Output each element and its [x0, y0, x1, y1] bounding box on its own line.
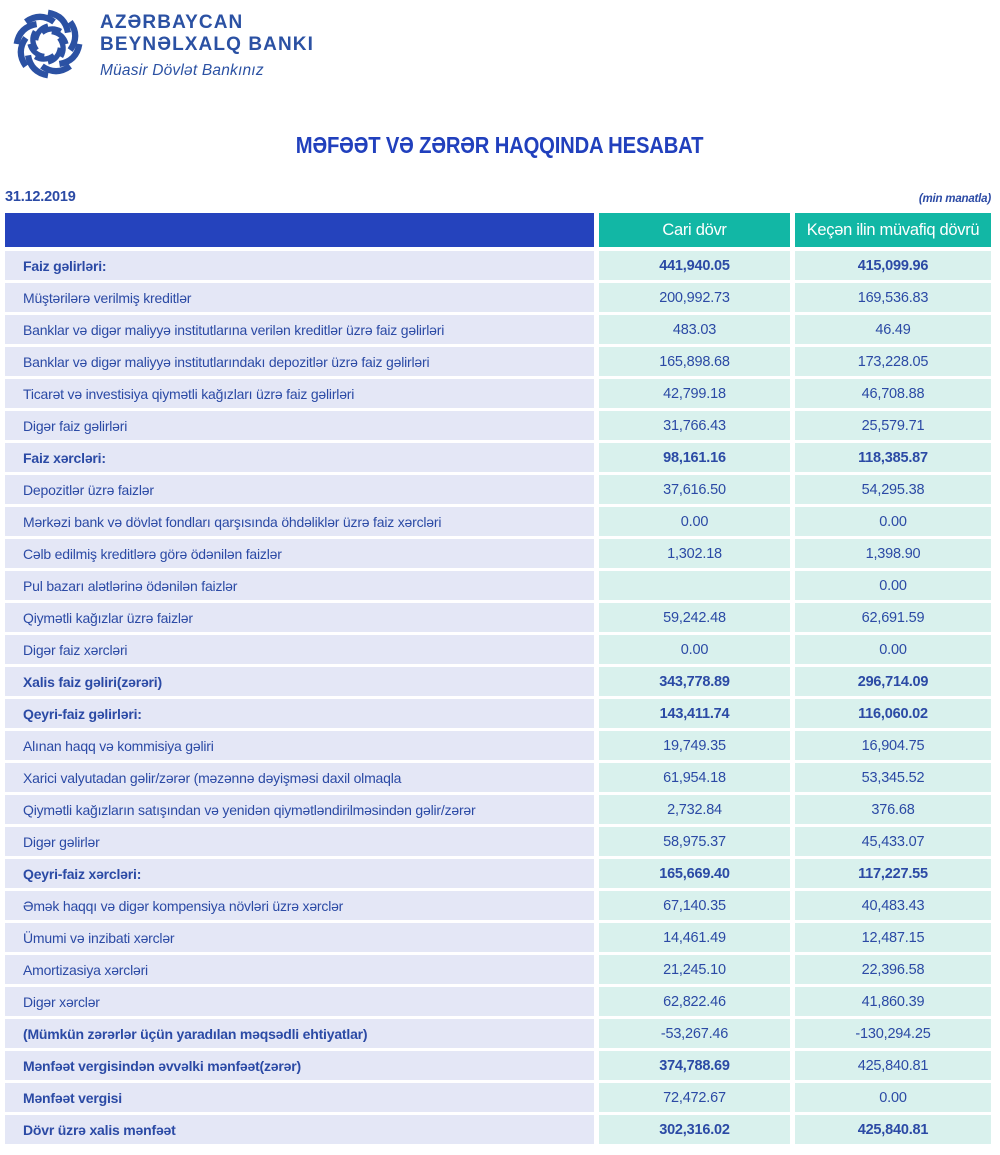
row-previous-value: 376.68	[795, 795, 991, 824]
report-date: 31.12.2019	[5, 189, 76, 205]
row-current-value: 343,778.89	[599, 667, 790, 696]
bank-logo-icon	[10, 6, 86, 82]
row-label: Mənfəət vergisindən əvvəlki mənfəət(zərər)	[5, 1051, 594, 1080]
table-row	[5, 1083, 991, 1112]
page-title: MƏFƏƏT VƏ ZƏRƏR HAQQINDA HESABAT	[296, 132, 704, 158]
row-current-value: 143,411.74	[599, 699, 790, 728]
table-row	[5, 699, 991, 728]
row-previous-value: 41,860.39	[795, 987, 991, 1016]
row-current-value: 1,302.18	[599, 539, 790, 568]
brand-header	[0, 0, 1000, 96]
row-label: Digər gəlirlər	[5, 827, 594, 856]
row-current-value: 61,954.18	[599, 763, 790, 792]
table-row	[5, 763, 991, 792]
row-previous-value: 118,385.87	[795, 443, 991, 472]
row-current-value: 0.00	[599, 507, 790, 536]
row-current-value: 14,461.49	[599, 923, 790, 952]
row-previous-value: 62,691.59	[795, 603, 991, 632]
row-label: Mənfəət vergisi	[5, 1083, 594, 1112]
row-label: Qiymətli kağızlar üzrə faizlər	[5, 603, 594, 632]
bank-name-line1: AZƏRBAYCAN	[100, 12, 244, 33]
row-label: Digər xərclər	[5, 987, 594, 1016]
row-previous-value: 0.00	[795, 1083, 991, 1112]
table-row	[5, 443, 991, 472]
row-current-value: 200,992.73	[599, 283, 790, 312]
row-previous-value: 0.00	[795, 635, 991, 664]
row-previous-value: 45,433.07	[795, 827, 991, 856]
row-previous-value: 12,487.15	[795, 923, 991, 952]
row-previous-value: 1,398.90	[795, 539, 991, 568]
row-current-value: 21,245.10	[599, 955, 790, 984]
table-row	[5, 667, 991, 696]
row-previous-value: 173,228.05	[795, 347, 991, 376]
row-previous-value: 0.00	[795, 571, 991, 600]
row-label: Dövr üzrə xalis mənfəət	[5, 1115, 594, 1144]
table-row	[5, 507, 991, 536]
row-current-value: 2,732.84	[599, 795, 790, 824]
row-previous-value: 425,840.81	[795, 1115, 991, 1144]
table-row	[5, 731, 991, 760]
row-label: Xalis faiz gəliri(zərəri)	[5, 667, 594, 696]
row-previous-value: 25,579.71	[795, 411, 991, 440]
table-row	[5, 379, 991, 408]
table-row	[5, 987, 991, 1016]
row-label: Banklar və digər maliyyə institutlarındakı depozitlər üzrə faiz gəlirləri	[5, 347, 594, 376]
row-current-value: 19,749.35	[599, 731, 790, 760]
row-previous-value: 116,060.02	[795, 699, 991, 728]
row-label: Amortizasiya xərcləri	[5, 955, 594, 984]
row-label: Əmək haqqı və digər kompensiya növləri üzrə xərclər	[5, 891, 594, 920]
row-previous-value: 46,708.88	[795, 379, 991, 408]
row-label: Banklar və digər maliyyə institutlarına verilən kreditlər üzrə faiz gəlirləri	[5, 315, 594, 344]
row-current-value: 0.00	[599, 635, 790, 664]
row-label: Depozitlər üzrə faizlər	[5, 475, 594, 504]
row-current-value: 59,242.48	[599, 603, 790, 632]
table-row	[5, 1115, 991, 1144]
row-current-value: 302,316.02	[599, 1115, 790, 1144]
row-label: Alınan haqq və kommisiya gəliri	[5, 731, 594, 760]
profit-loss-table	[5, 213, 991, 1144]
table-row	[5, 1019, 991, 1048]
row-label: Xarici valyutadan gəlir/zərər (məzənnə dəyişməsi daxil olmaqla	[5, 763, 594, 792]
row-current-value: 441,940.05	[599, 251, 790, 280]
row-current-value: 62,822.46	[599, 987, 790, 1016]
table-header-row	[5, 213, 991, 247]
table-row	[5, 315, 991, 344]
row-previous-value: 425,840.81	[795, 1051, 991, 1080]
row-label: Ticarət və investisiya qiymətli kağızları üzrə faiz gəlirləri	[5, 379, 594, 408]
row-previous-value: 296,714.09	[795, 667, 991, 696]
row-current-value: 31,766.43	[599, 411, 790, 440]
row-previous-value: -130,294.25	[795, 1019, 991, 1048]
table-row	[5, 347, 991, 376]
row-label: Cəlb edilmiş kreditlərə görə ödənilən faizlər	[5, 539, 594, 568]
table-body	[5, 251, 991, 1144]
row-current-value: 72,472.67	[599, 1083, 790, 1112]
row-current-value: 483.03	[599, 315, 790, 344]
row-label: Ümumi və inzibati xərclər	[5, 923, 594, 952]
row-current-value: 374,788.69	[599, 1051, 790, 1080]
brand-text	[100, 6, 314, 80]
table-row	[5, 1051, 991, 1080]
row-label: Digər faiz xərcləri	[5, 635, 594, 664]
row-label: Faiz xərcləri:	[5, 443, 594, 472]
row-label: Qeyri-faiz xərcləri:	[5, 859, 594, 888]
row-current-value: 37,616.50	[599, 475, 790, 504]
row-previous-value: 22,396.58	[795, 955, 991, 984]
row-label: Qiymətli kağızların satışından və yenidən qiymətləndirilməsindən gəlir/zərər	[5, 795, 594, 824]
unit-note: (min manatla)	[918, 193, 991, 205]
row-label: Qeyri-faiz gəlirləri:	[5, 699, 594, 728]
row-previous-value: 0.00	[795, 507, 991, 536]
row-previous-value: 415,099.96	[795, 251, 991, 280]
table-row	[5, 475, 991, 504]
row-current-value	[599, 571, 790, 600]
table-row	[5, 827, 991, 856]
row-label: Digər faiz gəlirləri	[5, 411, 594, 440]
row-previous-value: 46.49	[795, 315, 991, 344]
table-row	[5, 283, 991, 312]
header-cell-current: Cari dövr	[599, 213, 790, 247]
table-row	[5, 923, 991, 952]
table-row	[5, 891, 991, 920]
row-current-value: 165,898.68	[599, 347, 790, 376]
table-row	[5, 859, 991, 888]
bank-name-line2: BEYNƏLXALQ BANKI	[100, 34, 315, 55]
row-current-value: 98,161.16	[599, 443, 790, 472]
table-row	[5, 251, 991, 280]
row-previous-value: 40,483.43	[795, 891, 991, 920]
row-current-value: 67,140.35	[599, 891, 790, 920]
row-previous-value: 117,227.55	[795, 859, 991, 888]
row-label: Faiz gəlirləri:	[5, 251, 594, 280]
table-row	[5, 603, 991, 632]
header-cell-previous: Keçən ilin müvafiq dövrü	[795, 213, 991, 247]
row-previous-value: 169,536.83	[795, 283, 991, 312]
table-row	[5, 539, 991, 568]
row-label: Pul bazarı alətlərinə ödənilən faizlər	[5, 571, 594, 600]
row-previous-value: 16,904.75	[795, 731, 991, 760]
row-current-value: 165,669.40	[599, 859, 790, 888]
table-row	[5, 955, 991, 984]
row-current-value: 58,975.37	[599, 827, 790, 856]
bank-name	[100, 12, 314, 56]
row-current-value: 42,799.18	[599, 379, 790, 408]
row-previous-value: 53,345.52	[795, 763, 991, 792]
row-label: Mərkəzi bank və dövlət fondları qarşısında öhdəliklər üzrə faiz xərcləri	[5, 507, 594, 536]
row-current-value: -53,267.46	[599, 1019, 790, 1048]
row-label: (Mümkün zərərlər üçün yaradılan məqsədli ehtiyatlar)	[5, 1019, 594, 1048]
table-row	[5, 795, 991, 824]
header-cell-label	[5, 213, 594, 247]
row-previous-value: 54,295.38	[795, 475, 991, 504]
meta-row	[5, 189, 991, 205]
bank-tagline: Müasir Dövlət Bankınız	[100, 62, 264, 79]
row-label: Müştərilərə verilmiş kreditlər	[5, 283, 594, 312]
table-row	[5, 635, 991, 664]
table-row	[5, 411, 991, 440]
table-row	[5, 571, 991, 600]
